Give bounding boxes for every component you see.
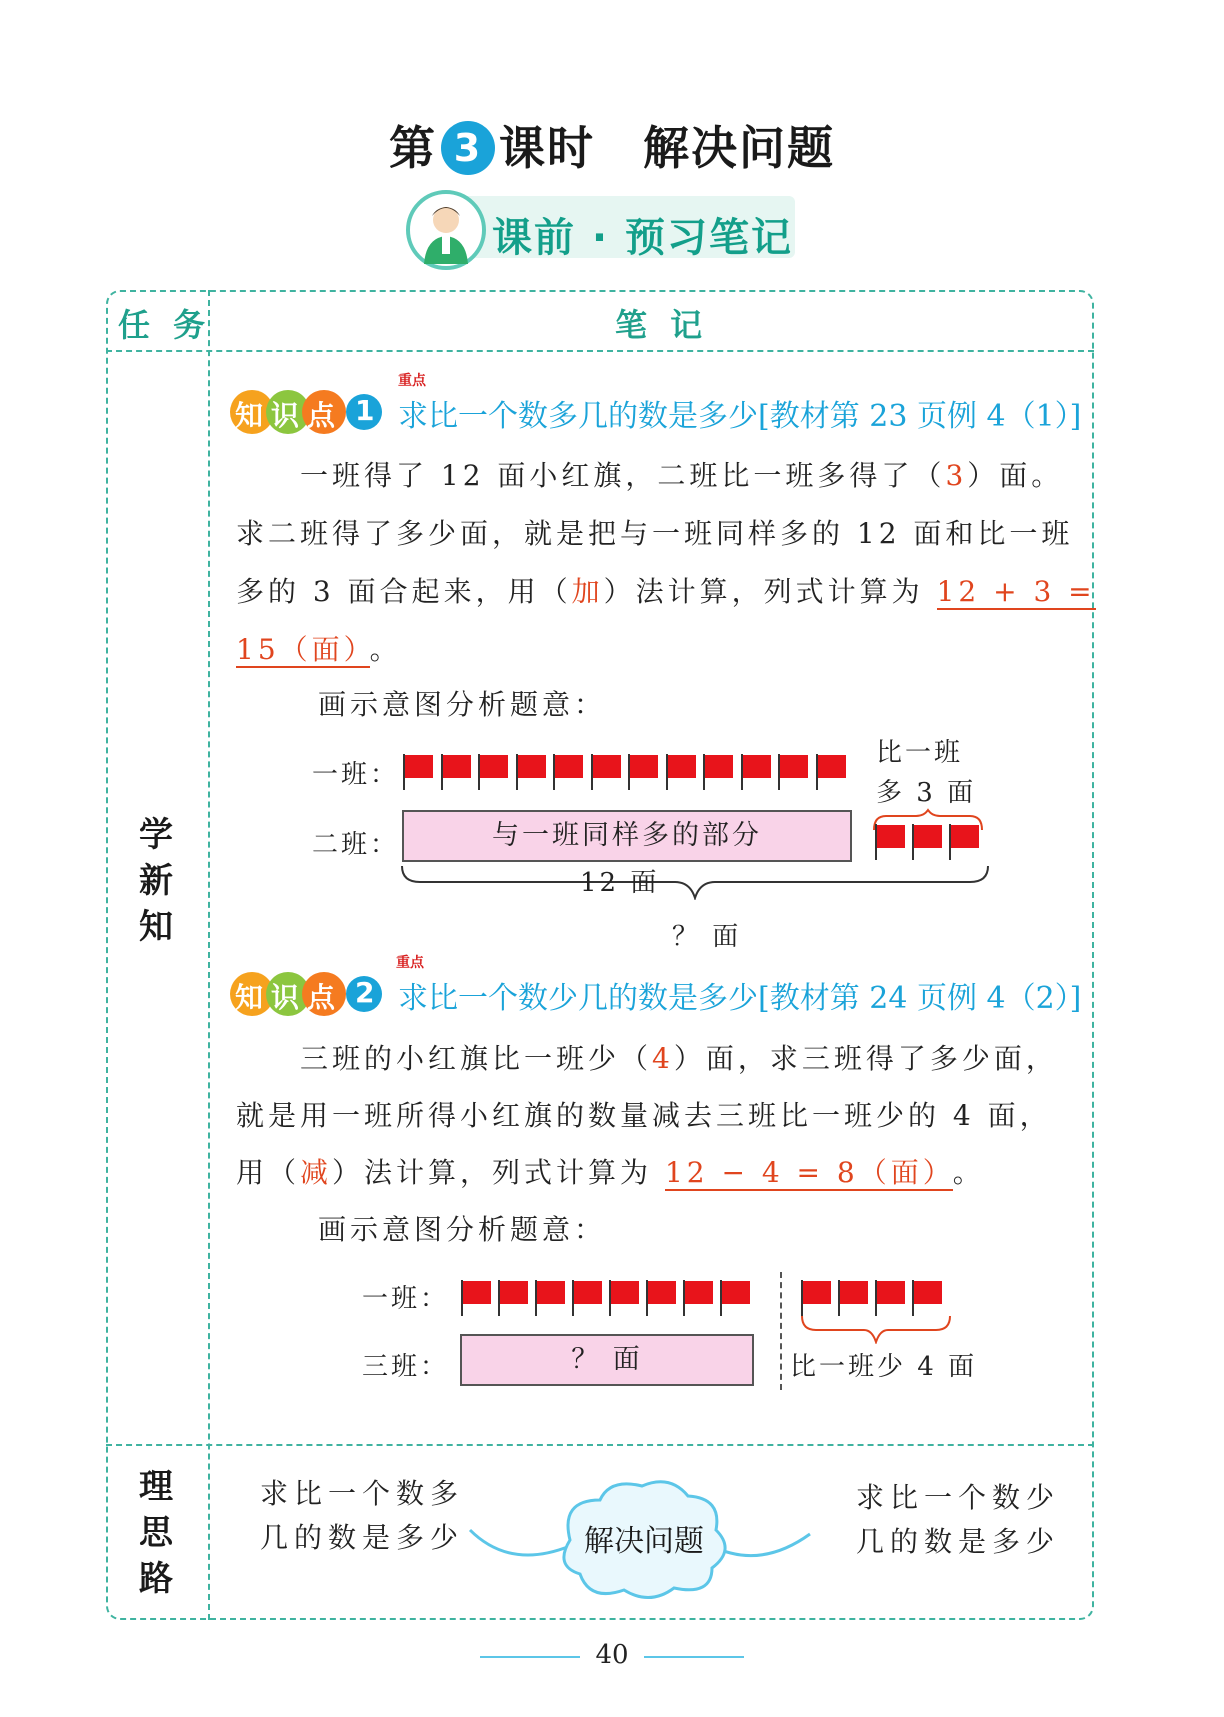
answer-blank: 4 [652, 1042, 674, 1075]
red-flag-icon [477, 752, 511, 792]
same-part-box: 与一班同样多的部分 [402, 810, 852, 862]
red-flag-icon [719, 1278, 753, 1318]
kp1-badge-text: 知识点 [235, 399, 344, 432]
extra-label-1: 比一班 [876, 738, 964, 768]
page-title: 第 3 课时 解决问题 [389, 121, 835, 175]
red-flag-icon [911, 1278, 945, 1318]
red-flag-icon [740, 752, 774, 792]
summary-center: 解决问题 [584, 1524, 704, 1559]
count-label: 12 面 [580, 868, 660, 898]
extra-label-2: 多 3 面 [876, 778, 977, 808]
banner-title: 课前 · 预习笔记 [492, 215, 794, 261]
summary-right-2: 几的数是多少 [856, 1525, 1061, 1558]
lesson-number-badge: 3 [441, 121, 495, 175]
row-divider [106, 1444, 1094, 1446]
answer-blank: 加 [571, 575, 604, 608]
header-divider [106, 350, 1094, 352]
red-flag-icon [534, 1278, 568, 1318]
kp2-badge-num: 2 [355, 976, 375, 1009]
red-flag-icon [874, 1278, 908, 1318]
red-flag-icon [837, 1278, 871, 1318]
unknown-box: ？ 面 [460, 1334, 754, 1386]
page-number: 40 [595, 1640, 629, 1670]
red-flag-icon [515, 752, 549, 792]
kp2-title: 求比一个数少几的数是多少[教材第 24 页例 4（2）] [398, 981, 1082, 1016]
row-label-review: 理 思 路 [139, 1467, 173, 1599]
kp1-title: 求比一个数多几的数是多少[教材第 23 页例 4（1）] [398, 399, 1082, 434]
answer-formula: 12 − 4 = 8（面） [665, 1156, 953, 1191]
red-flag-icon [402, 752, 436, 792]
red-flag-icon [590, 752, 624, 792]
red-flag-icon [777, 752, 811, 792]
kp2-line2: 就是用一班所得小红旗的数量减去三班比一班少的 4 面， [236, 1099, 1052, 1132]
key-tag-1: 重点 [398, 373, 426, 389]
total-label: ？ 面 [672, 922, 742, 952]
red-flag-icon [800, 1278, 834, 1318]
col-header-task: 任 务 [118, 306, 212, 344]
key-tag-2: 重点 [396, 955, 424, 971]
red-flag-icon [440, 752, 474, 792]
class1-label-2: 一班： [362, 1284, 450, 1314]
kp2-line1: 三班的小红旗比一班少（4）面，求三班得了多少面， [300, 1042, 1058, 1075]
red-flag-icon [608, 1278, 642, 1318]
summary-right-1: 求比一个数少 [856, 1481, 1061, 1514]
kp2-badge-text: 知识点 [235, 981, 344, 1014]
kp1-line3: 多的 3 面合起来，用（加）法计算，列式计算为 12 + 3 = [236, 575, 1096, 608]
class2-label: 二班： [312, 830, 400, 860]
answer-formula-end: 15（面） [236, 633, 370, 668]
red-flag-icon [627, 752, 661, 792]
class1-right-flag-row [800, 1278, 950, 1318]
answer-formula: 12 + 3 = [936, 575, 1096, 608]
red-flag-icon [702, 752, 736, 792]
kp2-line3: 用（减）法计算，列式计算为 12 − 4 = 8（面） 。 [236, 1156, 985, 1189]
column-divider [208, 290, 210, 1620]
answer-blank: 减 [300, 1156, 333, 1189]
total-brace [400, 864, 990, 900]
summary-left-1: 求比一个数多 [260, 1477, 465, 1510]
less-brace [800, 1314, 952, 1344]
red-flag-icon [815, 752, 849, 792]
kp2-diagram-intro: 画示意图分析题意： [318, 1213, 607, 1246]
class3-label: 三班： [362, 1352, 450, 1382]
less-label: 比一班少 4 面 [790, 1352, 978, 1382]
summary-left-2: 几的数是多少 [260, 1521, 465, 1554]
extra-flag-row [874, 822, 984, 862]
class1-flag-row [402, 752, 852, 792]
class1-left-flag-row [460, 1278, 760, 1318]
answer-blank: 3 [945, 459, 968, 492]
col-header-notes: 笔 记 [615, 306, 709, 344]
red-flag-icon [665, 752, 699, 792]
red-flag-icon [948, 822, 982, 862]
row-label-learn: 学 新 知 [139, 815, 173, 947]
red-flag-icon [682, 1278, 716, 1318]
kp1-badge-num: 1 [355, 394, 375, 427]
split-line [780, 1272, 782, 1390]
kp1-line4: 15（面） 。 [236, 633, 402, 666]
red-flag-icon [460, 1278, 494, 1318]
red-flag-icon [874, 822, 908, 862]
red-flag-icon [552, 752, 586, 792]
red-flag-icon [497, 1278, 531, 1318]
red-flag-icon [571, 1278, 605, 1318]
teacher-avatar-icon [406, 190, 486, 270]
red-flag-icon [645, 1278, 679, 1318]
kp1-diagram-intro: 画示意图分析题意： [318, 688, 607, 721]
class1-label: 一班： [312, 760, 400, 790]
kp1-line2: 求二班得了多少面，就是把与一班同样多的 12 面和比一班 [236, 517, 1074, 550]
kp1-line1: 一班得了 12 面小红旗，二班比一班多得了（3）面。 [300, 459, 1064, 492]
red-flag-icon [911, 822, 945, 862]
